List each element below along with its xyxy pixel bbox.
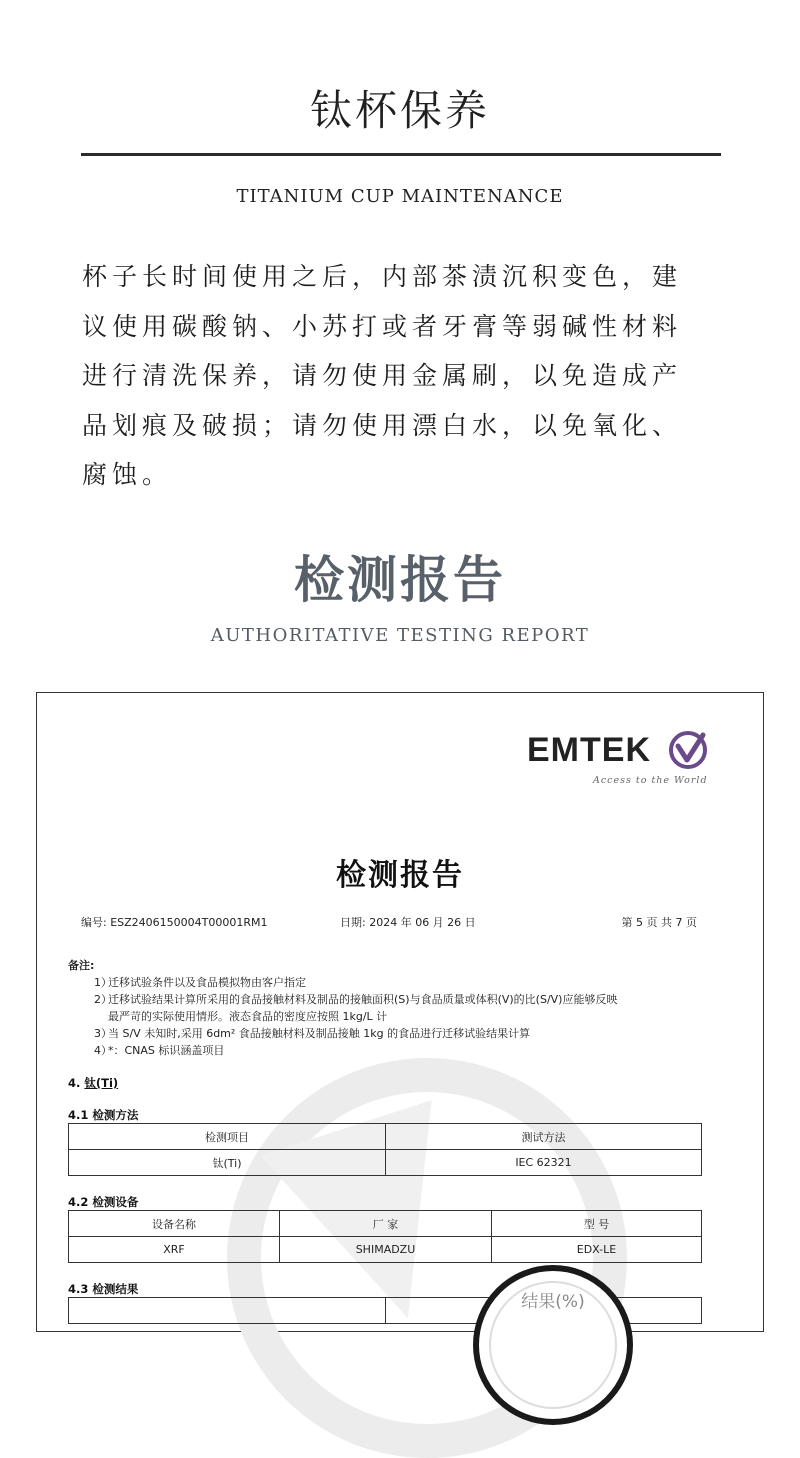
note-item [68, 974, 728, 991]
table-row [69, 1124, 702, 1150]
table-header: 型 号 [492, 1211, 702, 1237]
note-number: 3） [94, 1027, 112, 1040]
note-text: 最严苛的实际使用情形。液态食品的密度应按照 1kg/L 计 [108, 1010, 388, 1023]
table-cell: XRF [69, 1237, 280, 1263]
text-line: 腐蚀。 [82, 460, 173, 489]
section-title: 检测报告 [294, 550, 506, 609]
table-cell: SHIMADZU [280, 1237, 492, 1263]
table-cell: IEC 62321 [386, 1150, 702, 1176]
note-text: 迁移试验结果计算所采用的食品接触材料及制品的接触面积(S)与食品质量或体积(V)的比(S/V)应能够反映 [108, 993, 618, 1006]
section-subtitle: AUTHORITATIVE TESTING REPORT [210, 625, 590, 646]
table-header: 设备名称 [69, 1211, 280, 1237]
table-row [69, 1237, 702, 1263]
section-4-3-heading: 4.3 检测结果 [68, 1282, 139, 1296]
table-cell [69, 1298, 386, 1324]
text-line: 品划痕及破损；请勿使用漂白水，以免氧化、 [82, 410, 683, 440]
table-cell: EDX-LE [492, 1237, 702, 1263]
report-title: 检测报告 [336, 858, 464, 893]
note-number: 1） [94, 976, 112, 989]
section-4-title: 钛(Ti) [84, 1076, 119, 1090]
section-4-heading [68, 1075, 118, 1091]
section-4-1-heading: 4.1 检测方法 [68, 1108, 139, 1122]
report-page: 第 5 页 共 7 页 [621, 916, 697, 929]
report-notes [68, 957, 728, 1059]
table-header: 检测项目 [69, 1124, 386, 1150]
note-number: 4） [94, 1044, 112, 1057]
section-4-2-heading: 4.2 检测设备 [68, 1195, 139, 1209]
test-report-document [36, 692, 764, 1332]
note-item [68, 991, 728, 1008]
page-title: 钛杯保养 [309, 86, 490, 135]
equipment-table [68, 1210, 702, 1263]
table-cell: 钛(Ti) [69, 1150, 386, 1176]
table-header: 厂 家 [280, 1211, 492, 1237]
magnifier-badge [473, 1265, 633, 1425]
text-line: 杯子长时间使用之后，内部茶渍沉积变色，建 [82, 262, 683, 291]
maintenance-text [82, 252, 702, 500]
section-4-number: 4. [68, 1076, 85, 1090]
note-item [68, 1008, 728, 1025]
report-number: 编号: ESZ2406150004T00001RM1 [81, 916, 268, 929]
logo-wordmark: EMTEK [527, 731, 651, 769]
note-text: 迁移试验条件以及食品模拟物由客户指定 [108, 976, 306, 989]
text-line: 议使用碳酸钠、小苏打或者牙膏等弱碱性材料 [82, 311, 683, 341]
note-text: 当 S/V 未知时,采用 6dm² 食品接触材料及制品接触 1kg 的食品进行迁移试验结果计算 [108, 1027, 531, 1040]
logo-check-icon [667, 729, 709, 771]
report-date: 日期: 2024 年 06 月 26 日 [340, 916, 476, 929]
badge-text: 结果(%) [521, 1292, 585, 1312]
page-subtitle: TITANIUM CUP MAINTENANCE [236, 186, 564, 207]
table-header: 测试方法 [386, 1124, 702, 1150]
text-line: 进行清洗保养，请勿使用金属刷，以免造成产 [82, 361, 683, 390]
note-item [68, 1042, 728, 1059]
method-table [68, 1123, 702, 1176]
table-row [69, 1211, 702, 1237]
note-text: *：CNAS 标识涵盖项目 [108, 1044, 225, 1057]
notes-title: 备注: [68, 959, 95, 972]
note-item [68, 1025, 728, 1042]
note-number: 2） [94, 993, 112, 1006]
logo-tagline: Access to the World [593, 775, 708, 786]
title-divider [81, 153, 721, 156]
table-row [69, 1150, 702, 1176]
